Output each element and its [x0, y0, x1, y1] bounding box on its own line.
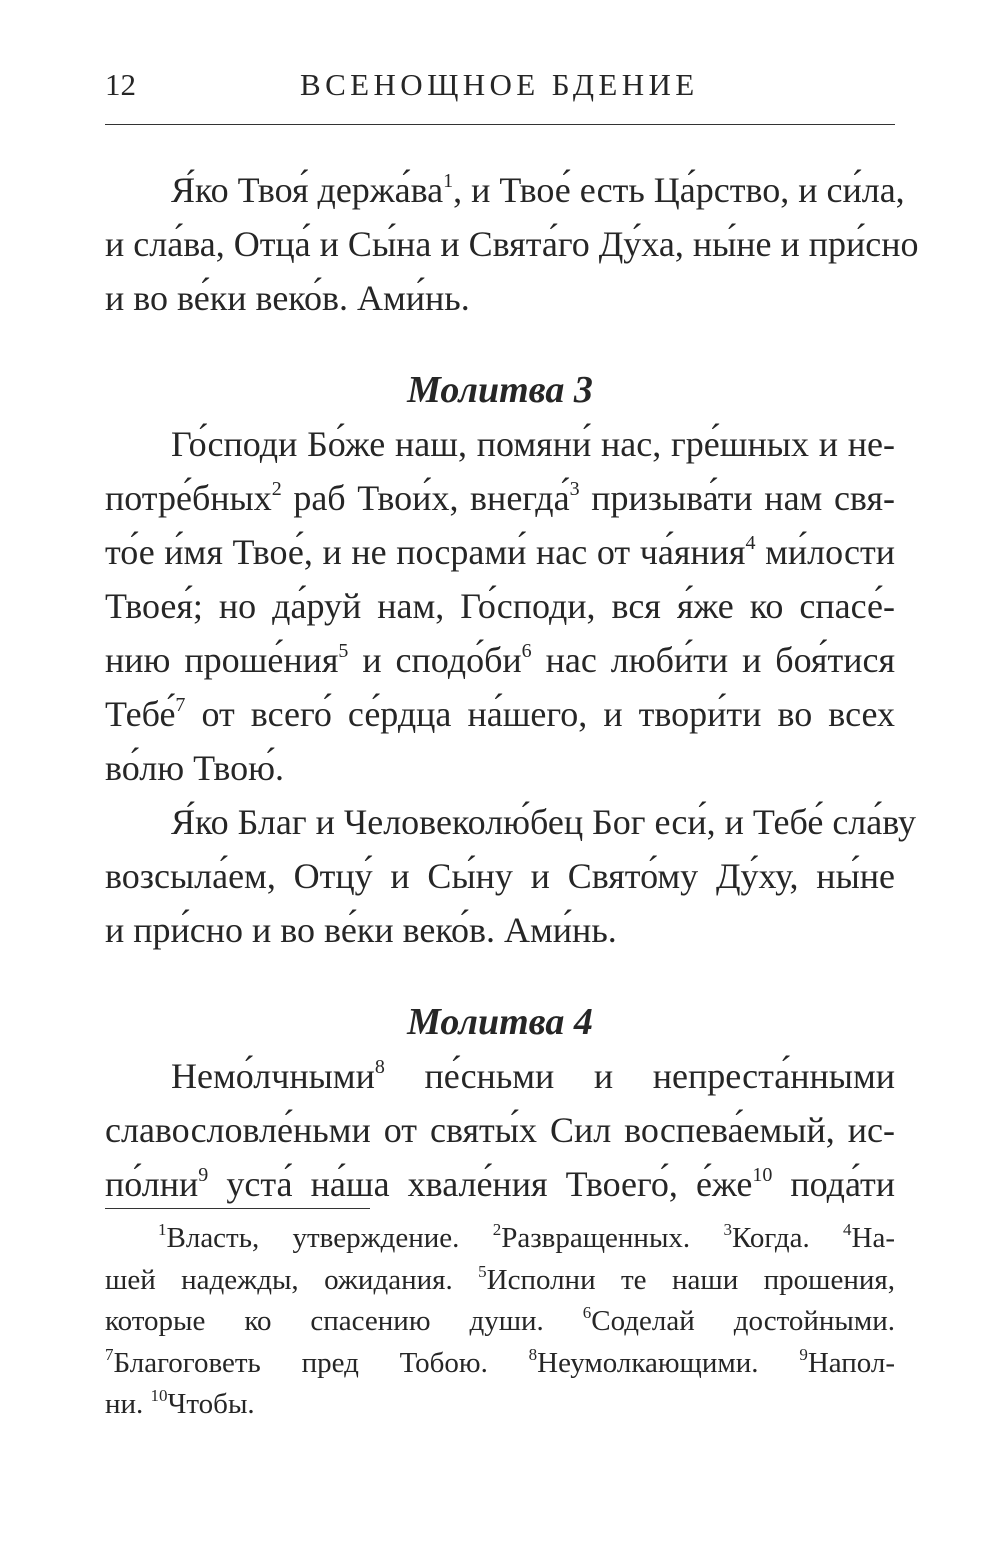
footnotes	[105, 1218, 895, 1426]
text-line: славословле́ньми от святы́х Сил воспева́емый, ис-	[105, 1110, 895, 1150]
running-head	[105, 60, 895, 110]
footnote-ref[interactable]: 6	[521, 640, 532, 662]
footnote-line: шей надежды, ожидания. $^5$Исполни те наши прошения,	[105, 1261, 895, 1296]
footnote-number: 4	[843, 1220, 852, 1239]
text-line: Немо́лчными$^8$ пе́сньми и непреста́нными	[171, 1056, 895, 1096]
footnote-line: $^7$Благоговеть пред Тобою. $^8$Неумолкающими. $^9$Напол-	[105, 1344, 896, 1379]
footnote-ref[interactable]: 8	[374, 1056, 385, 1078]
footnote-number: 7	[105, 1344, 114, 1364]
text-line: и сла́ва, Отца́ и Сы́на и Свята́го Ду́ха, ны́не и при́сно	[105, 224, 919, 264]
footnote-ref[interactable]: 3	[569, 478, 580, 500]
footnote-number: 6	[582, 1303, 592, 1322]
running-title: ВСЕНОЩНОЕ БДЕНИЕ	[300, 67, 699, 102]
book-page	[105, 60, 919, 1204]
footnote-ref[interactable]: 5	[338, 640, 349, 662]
footnote-ref[interactable]: 7	[175, 694, 186, 716]
footnote-number: 8	[528, 1344, 538, 1364]
prayer-3-heading: Молитва 3	[407, 369, 593, 411]
body-text	[105, 163, 919, 1211]
footnote-ref[interactable]: 1	[443, 170, 454, 192]
footnote-number: 5	[478, 1261, 487, 1281]
footnote-line: $^1$Власть, утверждение. $^2$Развращенных. $^3$Когда. $^4$На-	[158, 1220, 895, 1254]
text-line: и при́сно и во ве́ки веко́в. Ами́нь.	[105, 910, 617, 950]
page-number: 12	[105, 67, 136, 102]
text-line: Я́ко Благ и Человеколю́бец Бог еси́, и Тебе́ сла́ву	[171, 802, 917, 842]
prayer-4-heading: Молитва 4	[407, 1001, 593, 1043]
text-line: Твоея́; но да́руй нам, Го́споди, вся я́же ко спасе́-	[105, 586, 895, 626]
prayer-3-paragraph-2	[105, 795, 917, 957]
footnote-number: 1	[158, 1220, 167, 1239]
text-line: Го́споди Бо́же наш, помяни́ нас, гре́шных и не-	[171, 424, 895, 464]
text-line: то́е и́мя Твое́, и не посрами́ нас от ча́яния$^4$ ми́лости	[105, 532, 895, 572]
footnote-rule	[105, 1208, 370, 1209]
footnote-ref[interactable]: 2	[271, 478, 282, 500]
footnote-number: 2	[492, 1220, 502, 1239]
text-line: Я́ко Твоя́ $держа́ва^1$, и Твое́ есть Ца́рство, и си́ла,	[171, 170, 905, 210]
footnote-number: 9	[799, 1344, 808, 1364]
footnote-line: которые ко спасению души. $^6$Соделай достойными.	[105, 1303, 896, 1337]
intro-paragraph	[105, 163, 919, 325]
text-line: и во ве́ки веко́в. Ами́нь.	[105, 278, 470, 318]
footnote-line: ни. $^{10}$Чтобы.	[105, 1386, 255, 1420]
footnote-number: 3	[723, 1220, 732, 1239]
text-line: возсыла́ем, Отцу́ и Сы́ну и Свято́му Ду́ху, ны́не	[105, 856, 895, 896]
text-line: по́лни$^9$ уста́ на́ша хвале́ния Твоего́, $е́же^{10}$ пода́ти	[105, 1164, 896, 1204]
footnote-ref[interactable]: 10	[752, 1164, 773, 1186]
header-rule	[105, 124, 895, 125]
footnote-ref[interactable]: 9	[198, 1164, 209, 1186]
footnote-ref[interactable]: 4	[745, 532, 756, 554]
text-line: Тебе́$^7$ от всего́ се́рдца на́шего, и твори́ти во всех	[105, 694, 895, 734]
footnote-number: 10	[150, 1386, 168, 1405]
text-line: потре́бных$^2$ раб Твои́х, внегда́$^3$ призыва́ти нам свя-	[105, 478, 895, 518]
prayer-4-paragraph-1	[105, 1049, 895, 1211]
text-line: нию проше́ния$^5$ и $сподо́би^6$ нас люби́ти и боя́тися	[105, 640, 896, 680]
prayer-3-paragraph-1	[105, 417, 895, 795]
text-line: во́лю Твою́.	[105, 748, 284, 788]
